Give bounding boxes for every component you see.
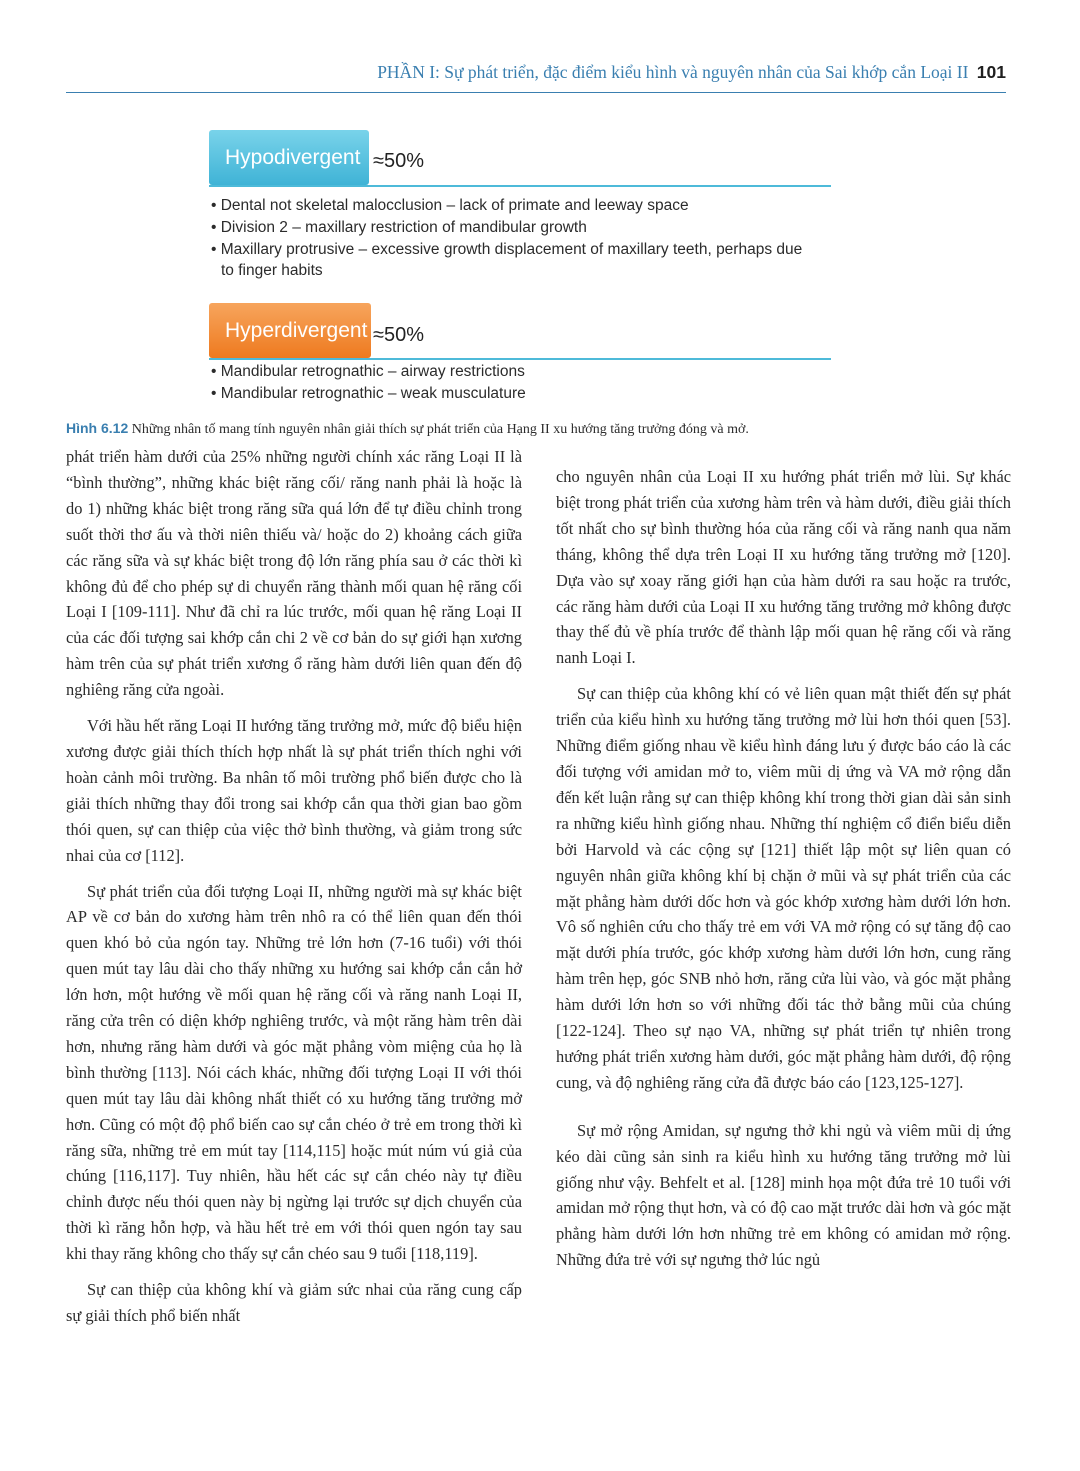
hypo-bullet: • Dental not skeletal malocclusion – lack of primate and leeway space — [211, 197, 689, 214]
paragraph: Sự can thiệp của không khí có vẻ liên quan mật thiết đến sự phát triển của kiểu hình xu hướng tăng trưởng mở lùi hơn thói quen [53]. Những điểm giống nhau về kiểu hình đáng lưu ý được báo cáo là các đối tượng với amidan mở to, viêm mũi dị ứng và VA mở rộng dẫn đến kết luận rằng sự can thiệp không khí trong thời gian dài sản sinh ra những kiểu hình giống nhau. Những thí nghiệm cổ điển biểu diễn bởi Harvold và các cộng sự [121] thiết lập một sự liên quan có nguyên nhân giữa không khí bị chặn ở mũi và sự phát triển của các mặt phẳng hàm dưới dốc hơn và góc khớp xương hàm dưới lớn hơn. Vô số nghiên cứu cho thấy trẻ em với VA mở rộng có sự tăng độ cao mặt dưới phía trước, góc khớp xương hàm dưới lớn hơn, cung răng hàm trên hẹp, góc SNB nhỏ hơn, răng cửa lùi vào, và góc mặt phẳng hàm dưới lớn hơn so với những đối tác thở bằng mũi của chúng [122-124]. Theo sự nạo VA, những sự phát triển tự nhiên trong hướng phát triển xương hàm dưới, góc mặt phẳng hàm dưới, độ rộng cung, và độ nghiêng răng cửa đã được báo cáo [123,125-127]. — [556, 684, 1011, 1092]
paragraph: Sự can thiệp của không khí và giảm sức nhai của răng cung cấp sự giải thích phổ biến nhất — [66, 1280, 522, 1325]
caption-label: Hình 6.12 — [66, 420, 129, 436]
hypo-bullet-continuation: to finger habits — [221, 262, 323, 279]
paragraph: Sự mở rộng Amidan, sự ngưng thở khi ngủ và viêm mũi dị ứng kéo dài cũng sản sinh ra kiểu hình xu hướng tăng trưởng mở lùi giống như vậy. Behfelt et al. [128] minh họa một đứa trẻ 10 tuổi với amidan mở rộng thụt hơn, và có độ cao mặt trước dài hơn và góc mặt phẳng hàm dưới lớn hơn những trẻ em không có amidan mở rộng. Những đứa trẻ với sự ngưng thở lúc ngủ — [556, 1120, 1011, 1270]
caption-text: Những nhân tố mang tính nguyên nhân giải thích sự phát triển của Hạng II xu hướng tăng trưởng đóng và mở. — [128, 422, 749, 437]
figure-6-12 — [205, 128, 885, 408]
hyperdivergent-percent: ≈50% — [373, 324, 425, 346]
paragraph: cho nguyên nhân của Loại II xu hướng phát triển mở lùi. Sự khác biệt trong phát triển của xương hàm trên và hàm dưới, điều giải thích tốt nhất cho sự bình thường hóa của răng cối và răng nanh qua năm tháng, không thể dựa trên Loại II xu hướng tăng trưởng mở [120]. Dựa vào sự xoay răng giới hạn của hàm dưới ra sau hoặc ra trước, các răng hàm dưới của Loại II xu hướng tăng trưởng mở không được thay thế đủ về phía trước để thành lập mối quan hệ răng cối và răng nanh Loại I. — [556, 467, 1011, 668]
figure-caption — [66, 420, 1006, 438]
hyper-bullet: • Mandibular retrognathic – weak musculature — [211, 385, 526, 402]
paragraph: Sự phát triển của đối tượng Loại II, những người mà sự khác biệt AP về cơ bản do xương hàm trên nhô ra có thể liên quan đến thói quen khó bỏ của ngón tay. Những trẻ lớn hơn (7-16 tuổi) với thói quen mút tay lâu dài cho thấy những xu hướng sai khớp cắn cắn hở lớn hơn, một hướng về mối quan hệ răng cối và răng nanh Loại II, răng cửa trên có diện khớp nghiêng trước, và một răng hàm trên dài hơn, nhưng răng hàm dưới và góc mặt phẳng vòm miệng của họ là bình thường [113]. Nói cách khác, những đối tượng Loại II với thói quen mút tay lâu dài không nhất thiết có xu hướng tăng trưởng mở hơn. Cũng có một độ phổ biến cao sự cắn chéo ở trẻ em trong thời kì răng sữa, những trẻ em mút tay [114,115] hoặc mút núm vú giả của chúng [116,117]. Tuy nhiên, hầu hết các sự cắn chéo này tự điều chỉnh được nếu thói quen này bị ngừng lại trước sự dịch chuyển của thời kì răng hỗn hợp, và hầu hết trẻ em với thói quen ngón tay sau khi thay răng không cho thấy sự cắn chéo sau 9 tuổi [118,119]. — [66, 881, 522, 1264]
running-header — [66, 62, 1006, 90]
hypo-bullet: • Division 2 – maxillary restriction of mandibular growth — [211, 219, 587, 236]
hypodivergent-percent: ≈50% — [373, 150, 425, 172]
paragraph: Với hầu hết răng Loại II hướng tăng trưởng mở, mức độ biểu hiện xương được giải thích thích hợp nhất là sự phát triển thích nghi với hoàn cảnh môi trường. Ba nhân tố môi trường phổ biến được cho là giải thích những thay đổi trong sai khớp cắn qua thời gian bao gồm thói quen, sự can thiệp của việc thở bình thường, và giảm trong sức nhai của cơ [112]. — [66, 716, 522, 865]
hypodivergent-rule — [209, 185, 831, 187]
header-rule — [66, 92, 1006, 93]
hyperdivergent-rule — [209, 358, 831, 360]
hypodivergent-label: Hypodivergent — [209, 130, 369, 185]
right-column — [556, 464, 1011, 1283]
left-column — [66, 444, 522, 1339]
hypo-bullet: • Maxillary protrusive – excessive growth displacement of maxillary teeth, perhaps due — [211, 241, 803, 258]
hyper-bullet: • Mandibular retrognathic – airway restrictions — [211, 363, 525, 380]
hyperdivergent-label: Hyperdivergent — [209, 303, 371, 358]
page-number: 101 — [976, 62, 1006, 82]
paragraph: phát triển hàm dưới của 25% những người chính xác răng Loại II là “bình thường”, những khác biệt răng cối/ răng nanh phải là hoặc là do 1) những khác biệt trong răng sữa quá lớn để tự điều chỉnh trong suốt thời thơ ấu và thời niên thiếu và/ hoặc do 2) khoảng cách giữa các răng sữa và sự khác biệt trong độ lớn răng phía sau ở các thời kì không đủ để cho phép sự di chuyển răng thành mối quan hệ răng cối Loại I [109-111]. Như đã chỉ ra lúc trước, mối quan hệ răng Loại II của các đối tượng sai khớp cắn chi 2 về cơ bản do sự giới hạn xương hàm trên của sự phát triển xương ổ răng hàm dưới liên quan đến độ nghiêng răng cửa ngoài. — [66, 447, 522, 700]
header-title: PHẦN I: Sự phát triển, đặc điểm kiểu hình và nguyên nhân của Sai khớp cắn Loại II — [377, 62, 969, 82]
